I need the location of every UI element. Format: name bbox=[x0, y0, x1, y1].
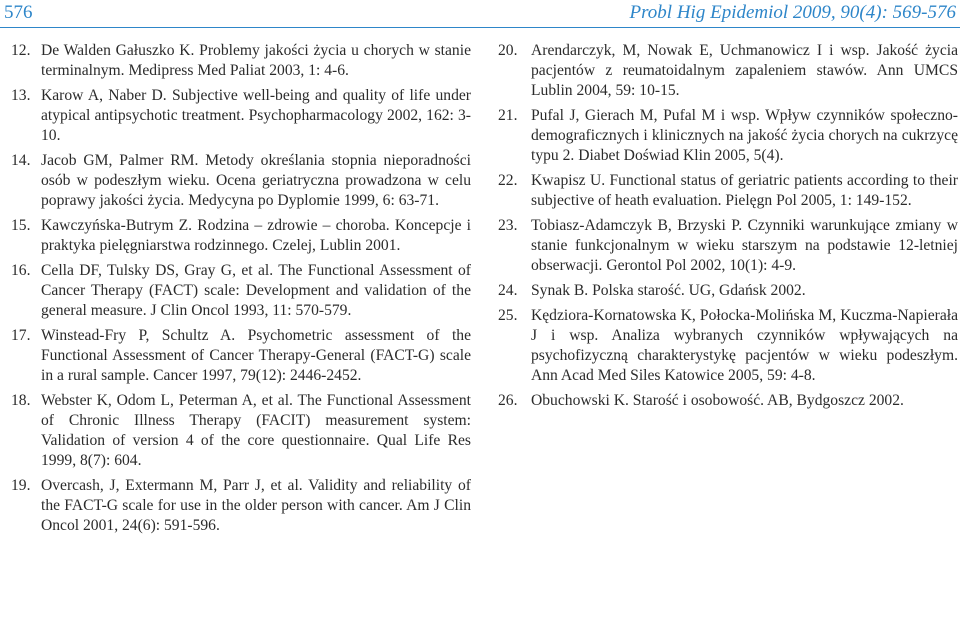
journal-citation: Probl Hig Epidemiol 2009, 90(4): 569-576 bbox=[629, 2, 956, 23]
reference-item bbox=[7, 151, 471, 211]
reference-text: Cella DF, Tulsky DS, Gray G, et al. The Functional Assessment of Cancer Therapy (FACT) scale: Development and validation of the general measure. J Clin Oncol 1993, 11: 570-579. bbox=[41, 262, 471, 319]
reference-item bbox=[7, 391, 471, 471]
reference-text: Arendarczyk, M, Nowak E, Uchmanowicz I i wsp. Jakość życia pacjentów z reumatoidalnym zapaleniem stawów. Ann UMCS Lublin 2004, 59: 10-15. bbox=[531, 42, 958, 99]
header-rule bbox=[0, 27, 960, 28]
reference-text: Webster K, Odom L, Peterman A, et al. The Functional Assessment of Chronic Illness Therapy (FACIT) measurement system: Validation of version 4 of the core questionnaire. Qual Life Res 1999, 8(7): 604. bbox=[41, 392, 471, 469]
reference-text: Synak B. Polska starość. UG, Gdańsk 2002. bbox=[531, 282, 806, 299]
reference-item bbox=[7, 261, 471, 321]
reference-text: Karow A, Naber D. Subjective well-being and quality of life under atypical antipsychotic treatment. Psychopharmacology 2002, 162: 3-10. bbox=[41, 87, 471, 144]
reference-item bbox=[497, 281, 958, 301]
reference-number: 13. bbox=[11, 87, 31, 104]
reference-text: Kawczyńska-Butrym Z. Rodzina – zdrowie – choroba. Koncepcje i praktyka pielęgniarstwa rodzinnego. Czelej, Lublin 2001. bbox=[41, 217, 471, 254]
reference-item bbox=[7, 41, 471, 81]
reference-text: Tobiasz-Adamczyk B, Brzyski P. Czynniki warunkujące zmiany w stanie funkcjonalnym w wieku starszym na podstawie 12-letniej obserwacji. Gerontol Pol 2002, 10(1): 4-9. bbox=[531, 217, 958, 274]
reference-number: 24. bbox=[498, 282, 518, 299]
reference-number: 12. bbox=[11, 42, 31, 59]
reference-item bbox=[497, 391, 958, 411]
reference-text: Kędziora-Kornatowska K, Połocka-Molińska M, Kuczma-Napierała J i wsp. Analiza wybranych czynników wpływających na psychofizyczną charakterystykę pacjentów w wieku podeszłym. Ann Acad Med Siles Katowice 2005, 59: 4-8. bbox=[531, 307, 958, 384]
reference-text: Jacob GM, Palmer RM. Metody określania stopnia nieporadności osób w podeszłym wieku. Ocena geriatryczna prowadzona w celu poprawy jakości życia. Medycyna po Dyplomie 1999, 6: 63-71. bbox=[41, 152, 471, 209]
reference-text: Winstead-Fry P, Schultz A. Psychometric assessment of the Functional Assessment of Cancer Therapy-General (FACT-G) scale in a rural sample. Cancer 1997, 79(12): 2446-2452. bbox=[41, 327, 471, 384]
reference-number: 18. bbox=[11, 392, 31, 409]
reference-item bbox=[7, 216, 471, 256]
references-right-column bbox=[497, 41, 958, 416]
reference-number: 21. bbox=[498, 107, 518, 124]
reference-text: Kwapisz U. Functional status of geriatric patients according to their subjective of heath evaluation. Pielęgn Pol 2005, 1: 149-152. bbox=[531, 172, 958, 209]
reference-item bbox=[497, 306, 958, 386]
reference-number: 16. bbox=[11, 262, 31, 279]
reference-item bbox=[497, 106, 958, 166]
reference-number: 22. bbox=[498, 172, 518, 189]
reference-text: Pufal J, Gierach M, Pufal M i wsp. Wpływ czynników społeczno-demograficznych i klinicznych na jakość życia chorych na cukrzycę typu 2. Diabet Doświad Klin 2005, 5(4). bbox=[531, 107, 958, 164]
reference-number: 20. bbox=[498, 42, 518, 59]
page-header bbox=[0, 0, 960, 28]
reference-item bbox=[497, 41, 958, 101]
reference-number: 17. bbox=[11, 327, 31, 344]
reference-text: De Walden Gałuszko K. Problemy jakości życia u chorych w stanie terminalnym. Medipress Med Paliat 2003, 1: 4-6. bbox=[41, 42, 471, 79]
reference-item bbox=[7, 86, 471, 146]
reference-number: 25. bbox=[498, 307, 518, 324]
reference-text: Obuchowski K. Starość i osobowość. AB, Bydgoszcz 2002. bbox=[531, 392, 904, 409]
reference-number: 15. bbox=[11, 217, 31, 234]
reference-item bbox=[7, 326, 471, 386]
reference-number: 14. bbox=[11, 152, 31, 169]
reference-text: Overcash, J, Extermann M, Parr J, et al. Validity and reliability of the FACT-G scale for use in the older person with cancer. Am J Clin Oncol 2001, 24(6): 591-596. bbox=[41, 477, 471, 534]
reference-item bbox=[497, 171, 958, 211]
reference-number: 23. bbox=[498, 217, 518, 234]
page-number: 576 bbox=[4, 2, 33, 23]
reference-number: 19. bbox=[11, 477, 31, 494]
reference-item bbox=[7, 476, 471, 536]
reference-number: 26. bbox=[498, 392, 518, 409]
reference-item bbox=[497, 216, 958, 276]
references-left-column bbox=[7, 41, 471, 541]
